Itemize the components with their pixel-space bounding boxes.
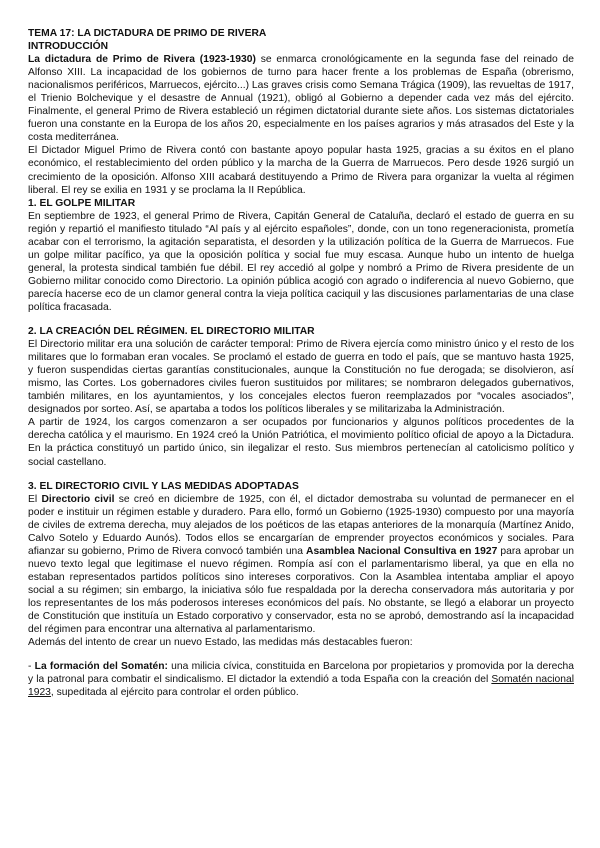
section-3-paragraph-2: Además del intento de crear un nuevo Estado, las medidas más destacables fueron:	[28, 637, 413, 649]
section-2-heading: 2. LA CREACIÓN DEL RÉGIMEN. EL DIRECTORIO MILITAR	[28, 326, 315, 338]
document-title: TEMA 17: LA DICTADURA DE PRIMO DE RIVERA	[28, 28, 267, 39]
section-2-paragraph-1: El Directorio militar era una solución de carácter temporal: Primo de Rivera ejercía como ministro único y el resto de los militares que lo formaban eran vocales. Se proclamó el estado de guerra en todo el país, que se mantuvo hasta 1925, y fueron suspendidas ciertas garantías constitucionales, aunque la Constitución no fue derogada; se disolvieron, así mismo, las Cortes. Los gobernadores civiles fueron sustituidos por militares; se nombraron delegados gubernativos, también militares, en los ayuntamientos, y los concejales electos fueron reemplazados por “vocales asociados”, designados por sorteo. Así, se apartaba a todos los políticos liberales y se militarizaba la Administración.	[28, 339, 574, 416]
intro-bold-lead: La dictadura de Primo de Rivera (1923-1930)	[28, 54, 256, 66]
section-1-heading: 1. EL GOLPE MILITAR	[28, 197, 136, 209]
section-spacer	[28, 649, 574, 660]
section-3-heading: 3. EL DIRECTORIO CIVIL Y LAS MEDIDAS ADOPTADAS	[28, 480, 299, 492]
intro-paragraph-1-text: se enmarca cronológicamente en la segunda fase del reinado de Alfonso XIII. La incapacidad de los gobiernos de turno para hacer frente a los problemas de España (obrerismo, nacionalismos periféricos, Marruecos, ejército...) Las graves crisis como Semana Trágica (1909), las revueltas de 1917, el Trienio Bolchevique y el desastre de Annual (1921), obligó al Gobierno a depender cada vez más del ejército. Finalmente, el general Primo de Rivera estableció un régimen dictatorial durante siete años. Los sistemas dictatoriales fueron una constante en la Europa de los años 20, especialmente en los países agrarios y más atrasados del Este y la costa mediterránea.	[28, 54, 574, 144]
section-3-text-c: se creó en diciembre de 1925, con él, el dictador demostraba su voluntad de permanecer en el poder e instituir un régimen estable y duradero. Para ello, formó un Gobierno (1925-1930) compuesto por una mayoría de civiles de extrema derecha, muy alejados de los poéticos de las etapas anteriores de la monarquía (Martínez Anido, Calvo Sotelo y Eduardo Aunós). Todos ellos se encargarían de emprender proyectos económicos y sociales. Para afianzar su gobierno, Primo de Rivera convocó también una	[28, 493, 574, 557]
section-1-paragraph: En septiembre de 1923, el general Primo de Rivera, Capitán General de Cataluña, declaró el estado de guerra en su región y repartió el manifiesto titulado “Al país y al ejército españoles”, donde, con un tono regeneracionista, prometía acabar con el terrorismo, la agitación separatista, el desorden y la utilización política de la Guerra de Marruecos. Fue un golpe militar pacífico, ya que la oposición política y social fue muy escasa. Aunque hubo un intento de huelga general, la protesta sindical también fue débil. El rey accedió al golpe y nombró a Primo de Rivera presidente de un Gobierno militar conocido como Directorio. La opinión pública acogió con agrado o indiferencia al nuevo Gobierno, que parecía hacerse eco de un clamor general contra la vieja política caciquil y las discusiones parlamentarias de una clase política fracasada.	[28, 210, 574, 313]
somaten-bullet	[28, 660, 574, 699]
asamblea-term: Asamblea Nacional Consultiva en 1927	[306, 545, 498, 557]
intro-heading: INTRODUCCIÓN	[28, 41, 109, 53]
section-2-paragraph-2: A partir de 1924, los cargos comenzaron a ser ocupados por funcionarios y algunos políticos procedentes de la derecha católica y el maurismo. En 1924 creó la Unión Patriótica, el movimiento político oficial de apoyo a la Dictadura. En la práctica constituyó un partido único, sin ilegalizar el resto. Sus miembros pertenecían al catolicismo político y social castellano.	[28, 417, 574, 468]
somaten-nacional-link: Somatén nacional 1923	[28, 674, 574, 699]
section-spacer	[28, 314, 574, 325]
directorio-civil-term: Directorio civil	[41, 493, 115, 505]
document-body	[28, 27, 574, 699]
intro-paragraph-2: El Dictador Miguel Primo de Rivera contó con bastante apoyo popular hasta 1925, gracias a su éxitos en el plano económico, el restablecimiento del orden público y la marcha de la Guerra de Marruecos. Pero desde 1926 surgió un crecimiento de la oposición. Alfonso XIII acabará destituyendo a Primo de Rivera para organizar la vuelta al régimen liberal. El rey se exilia en 1931 y se proclama la II República.	[28, 145, 574, 196]
somaten-text: una milicia cívica, constituida en Barcelona por propietarios y promovida por la derecha y la patronal para combatir el sindicalismo. El dictador la extendió a toda España con la creación del	[28, 661, 574, 686]
intro-paragraph-1	[28, 53, 574, 144]
section-3-text-a: El	[28, 493, 42, 505]
somaten-text-end: , supeditada al ejército para controlar el orden público.	[50, 687, 299, 699]
somaten-term: La formación del Somatén:	[34, 661, 168, 673]
bullet-marker: -	[28, 661, 35, 673]
section-3-text-e: para aprobar un nuevo texto legal que legitimase el nuevo régimen. Rompía así con el parlamentarismo liberal, ya que en ella no estaban representados partidos políticos sino intereses corporativos. Con la Asamblea intentaba ampliar el apoyo social a su régimen; sin embargo, la iniciativa sólo fue respaldada por la derecha conservadora más autoritaria y por los representantes de los más poderosos intereses económicos del país. No obstante, se llegó a elaborar un proyecto de Constitución que instituía un Estado corporativo y conservador, esta no se aprobó, demostrando así la incapacidad del régimen para encontrar una alternativa al parlamentarismo.	[28, 545, 574, 636]
section-spacer	[28, 469, 574, 480]
section-3-paragraph-1	[28, 493, 574, 637]
